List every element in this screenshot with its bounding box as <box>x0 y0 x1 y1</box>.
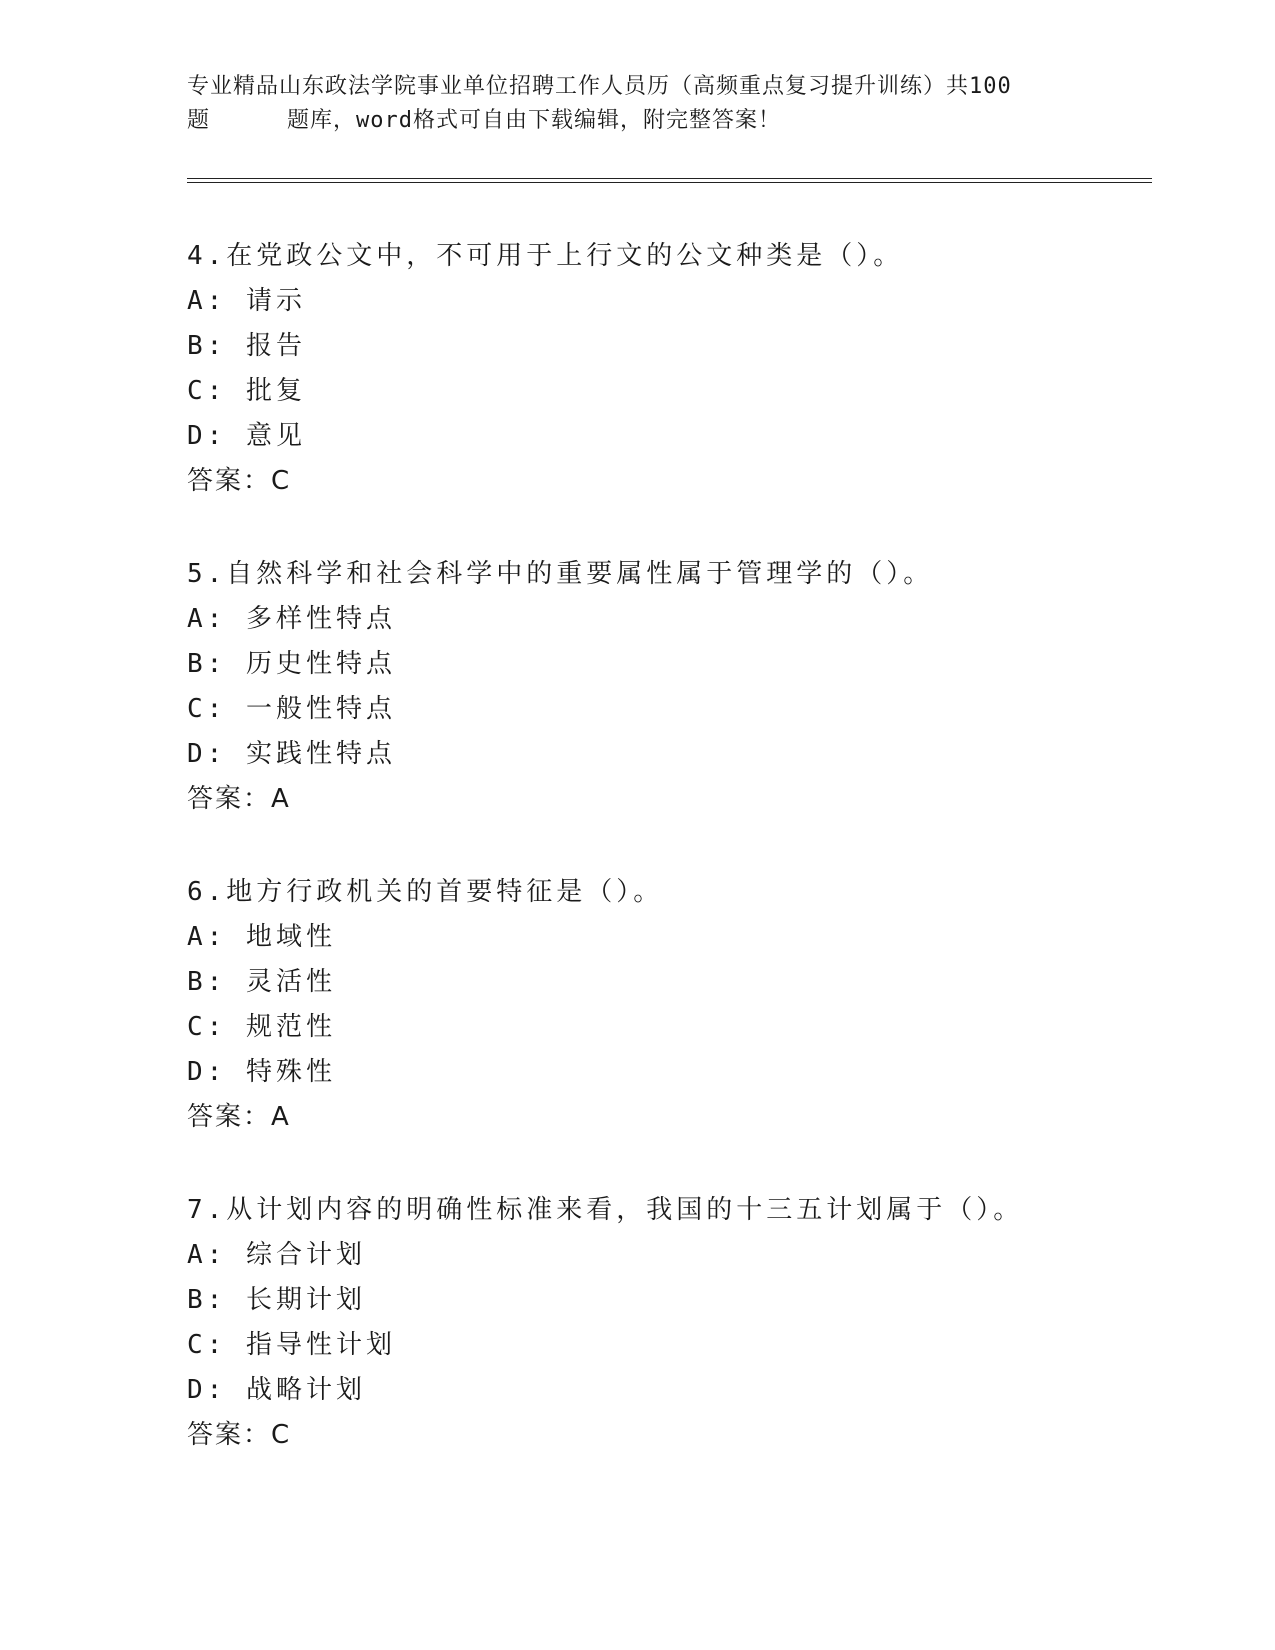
question-option-b: B: 报告 <box>187 331 306 361</box>
document-header <box>187 70 1087 138</box>
question-stem: 7.从计划内容的明确性标准来看，我国的十三五计划属于（）。 <box>187 1195 1024 1225</box>
question-option-d: D: 实践性特点 <box>187 739 396 769</box>
question-option-b: B: 历史性特点 <box>187 649 396 679</box>
question-option-b: B: 灵活性 <box>187 967 336 997</box>
question-option-a: A: 综合计划 <box>187 1240 366 1270</box>
question-answer: 答案：C <box>187 466 292 496</box>
question-block <box>187 1188 1147 1458</box>
header-line2-text: 题库，word格式可自由下载编辑，附完整答案！ <box>287 108 781 133</box>
question-answer: 答案：C <box>187 1420 292 1450</box>
question-block <box>187 552 1147 822</box>
question-answer: 答案：A <box>187 1102 291 1132</box>
header-title-line1: 专业精品山东政法学院事业单位招聘工作人员历（高频重点复习提升训练）共100 <box>187 74 1012 99</box>
question-block <box>187 234 1147 504</box>
question-option-d: D: 战略计划 <box>187 1375 366 1405</box>
question-stem: 6.地方行政机关的首要特征是（）。 <box>187 877 664 907</box>
question-option-d: D: 特殊性 <box>187 1057 336 1087</box>
header-divider-bottom <box>187 182 1152 183</box>
question-option-d: D: 意见 <box>187 421 306 451</box>
question-option-c: C: 规范性 <box>187 1012 336 1042</box>
question-option-c: C: 批复 <box>187 376 306 406</box>
question-option-a: A: 请示 <box>187 286 306 316</box>
question-block <box>187 870 1147 1140</box>
question-stem: 5.自然科学和社会科学中的重要属性属于管理学的（）。 <box>187 559 934 589</box>
question-option-c: C: 指导性计划 <box>187 1330 396 1360</box>
question-option-b: B: 长期计划 <box>187 1285 366 1315</box>
header-divider-top <box>187 178 1152 179</box>
header-title-line2 <box>187 104 1087 138</box>
question-option-c: C: 一般性特点 <box>187 694 396 724</box>
question-stem: 4.在党政公文中，不可用于上行文的公文种类是（）。 <box>187 241 904 271</box>
question-option-a: A: 多样性特点 <box>187 604 396 634</box>
question-option-a: A: 地域性 <box>187 922 336 952</box>
question-answer: 答案：A <box>187 784 291 814</box>
header-line2-lead: 题 <box>187 108 211 133</box>
